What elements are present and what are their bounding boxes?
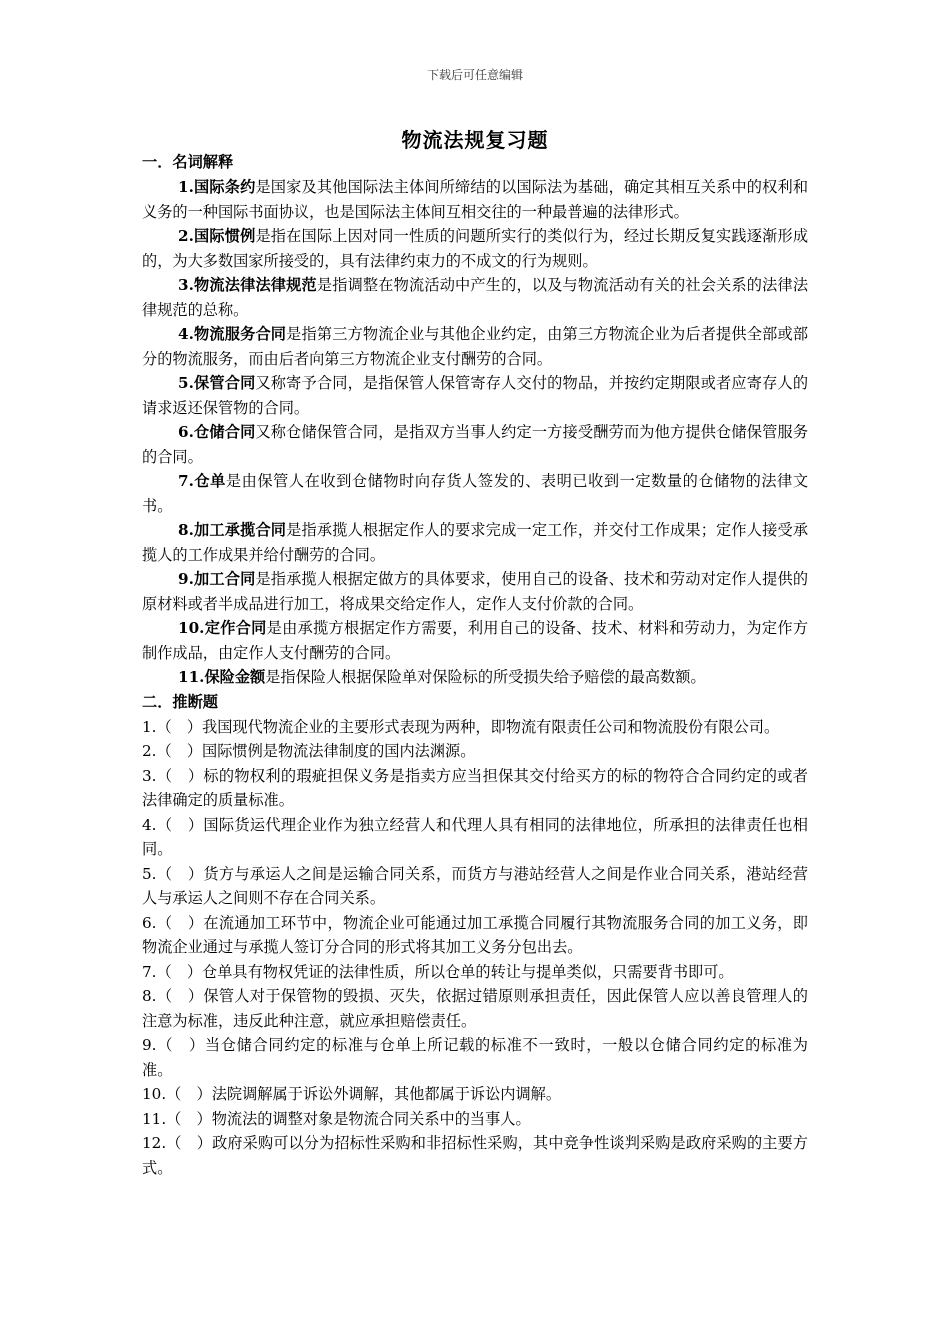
- definition-item: [142, 469, 808, 518]
- question-item: 2.（ ）国际惯例是物流法律制度的国内法渊源。: [142, 742, 476, 760]
- question-item: 7.（ ）仓单具有物权凭证的法律性质，所以仓单的转让与提单类似，只需要背书即可。: [142, 962, 734, 981]
- header-note: 下载后可任意编辑: [426, 68, 523, 82]
- definition-text: 又称寄予合同，是指保管人保管寄存人交付的物品，并按约定期限或者应寄存人的请求返还保管物的合同。: [142, 374, 809, 417]
- definition-text: 是由保管人在收到仓储物时向存货人签发的、表明已收到一定数量的仓储物的法律文书。: [142, 472, 809, 515]
- definition-term: 国际条约: [193, 178, 256, 196]
- definition-item: [142, 371, 808, 420]
- definition-text: 又称仓储保管合同，是指双方当事人约定一方接受酬劳而为他方提供仓储保管服务的合同。: [142, 423, 809, 466]
- question-item: 4.（ ）国际货运代理企业作为独立经营人和代理人具有相同的法律地位，所承担的法律责任也相同。: [142, 815, 808, 858]
- question-item: 12.（ ）政府采购可以分为招标性采购和非招标性采购，其中竞争性谈判采购是政府采购的主要方式。: [142, 1134, 808, 1177]
- definition-number: 9.: [178, 570, 194, 588]
- definition-number: 1.: [178, 178, 194, 196]
- question-item: 1.（ ）我国现代物流企业的主要形式表现为两种，即物流有限责任公司和物流股份有限公司。: [142, 717, 780, 736]
- question-item: 5.（ ）货方与承运人之间是运输合同关系，而货方与港站经营人之间是作业合同关系，港站经营人与承运人之间则不存在合同关系。: [142, 864, 808, 907]
- definition-item: [142, 175, 808, 224]
- question-item: 6.（ ）在流通加工环节中，物流企业可能通过加工承揽合同履行其物流服务合同的加工义务，即物流企业通过与承揽人签订分合同的形式将其加工义务分包出去。: [142, 913, 808, 956]
- question-item: 11.（ ）物流法的调整对象是物流合同关系中的当事人。: [142, 1109, 531, 1128]
- definition-number: 8.: [178, 521, 194, 539]
- question-item: 3.（ ）标的物权利的瑕疵担保义务是指卖方应当担保其交付给买方的标的物符合合同约定的或者法律确定的质量标准。: [142, 766, 808, 809]
- definitions-list: [142, 175, 808, 690]
- definition-text: 是指承揽人根据定做方的具体要求，使用自己的设备、技术和劳动对定作人提供的原材料或者半成品进行加工，将成果交给定作人，定作人支付价款的合同。: [142, 570, 809, 613]
- definition-number: 11.: [178, 668, 205, 686]
- definition-number: 3.: [178, 276, 194, 294]
- definition-text: 是指调整在物流活动中产生的，以及与物流活动有关的社会关系的法律法律规范的总称。: [142, 276, 809, 319]
- definition-term: 物流服务合同: [193, 325, 287, 343]
- definition-text: 是国家及其他国际法主体间所缔结的以国际法为基础，确定其相互关系中的权利和义务的一种国际书面协议，也是国际法主体间互相交往的一种最普遍的法律形式。: [142, 178, 809, 221]
- questions-list: [142, 715, 808, 1181]
- question-item: 9.（ ）当仓储合同约定的标准与仓单上所记载的标准不一致时，一般以仓储合同约定的标准为准。: [142, 1036, 808, 1079]
- definition-term: 保险金额: [204, 668, 266, 686]
- definition-term: 保管合同: [193, 374, 256, 392]
- definition-item: [142, 518, 808, 567]
- definition-item: [142, 322, 808, 371]
- definition-term: 国际惯例: [193, 227, 256, 245]
- definition-number: 2.: [178, 227, 194, 245]
- definition-item: [142, 616, 808, 665]
- definition-item: [142, 273, 808, 322]
- question-item: 8.（ ）保管人对于保管物的毁损、灭失，依据过错原则承担责任，因此保管人应以善良管理人的注意为标准，违反此种注意，就应承担赔偿责任。: [142, 987, 808, 1030]
- page-title: 物流法规复习题: [401, 128, 549, 152]
- section-heading-definitions: 一．名词解释: [142, 153, 234, 171]
- definition-item: [142, 665, 808, 690]
- definition-number: 5.: [178, 374, 194, 392]
- definition-item: [142, 224, 808, 273]
- definition-term: 仓储合同: [193, 423, 256, 441]
- definition-term: 定作合同: [204, 619, 267, 637]
- definition-term: 加工合同: [193, 570, 256, 588]
- definition-number: 6.: [178, 423, 194, 441]
- definition-text: 是指在国际上因对同一性质的问题所实行的类似行为，经过长期反复实践逐渐形成的，为大多数国家所接受的，具有法律约束力的不成文的行为规则。: [142, 227, 809, 270]
- definition-number: 7.: [178, 472, 194, 490]
- definition-text: 是指第三方物流企业与其他企业约定，由第三方物流企业为后者提供全部或部分的物流服务，而由后者向第三方物流企业支付酬劳的合同。: [142, 325, 809, 368]
- definition-item: [142, 567, 808, 616]
- definition-term: 仓单: [193, 472, 226, 490]
- definition-number: 4.: [178, 325, 194, 343]
- definition-text: 是指承揽人根据定作人的要求完成一定工作，并交付工作成果；定作人接受承揽人的工作成果并给付酬劳的合同。: [142, 521, 809, 564]
- document-body: [142, 150, 808, 1180]
- definition-number: 10.: [178, 619, 205, 637]
- definition-text: 是由承揽方根据定作方需要，利用自己的设备、技术、材料和劳动力，为定作方制作成品，由定作人支付酬劳的合同。: [142, 619, 809, 662]
- section-heading-judgement: 二．推断题: [142, 692, 218, 711]
- question-item: 10.（ ）法院调解属于诉讼外调解，其他都属于诉讼内调解。: [142, 1085, 562, 1103]
- definition-term: 加工承揽合同: [193, 521, 287, 539]
- definition-item: [142, 420, 808, 469]
- definition-term: 物流法律法律规范: [193, 276, 317, 294]
- definition-text: 是指保险人根据保险单对保险标的所受损失给予赔偿的最高数额。: [265, 668, 706, 686]
